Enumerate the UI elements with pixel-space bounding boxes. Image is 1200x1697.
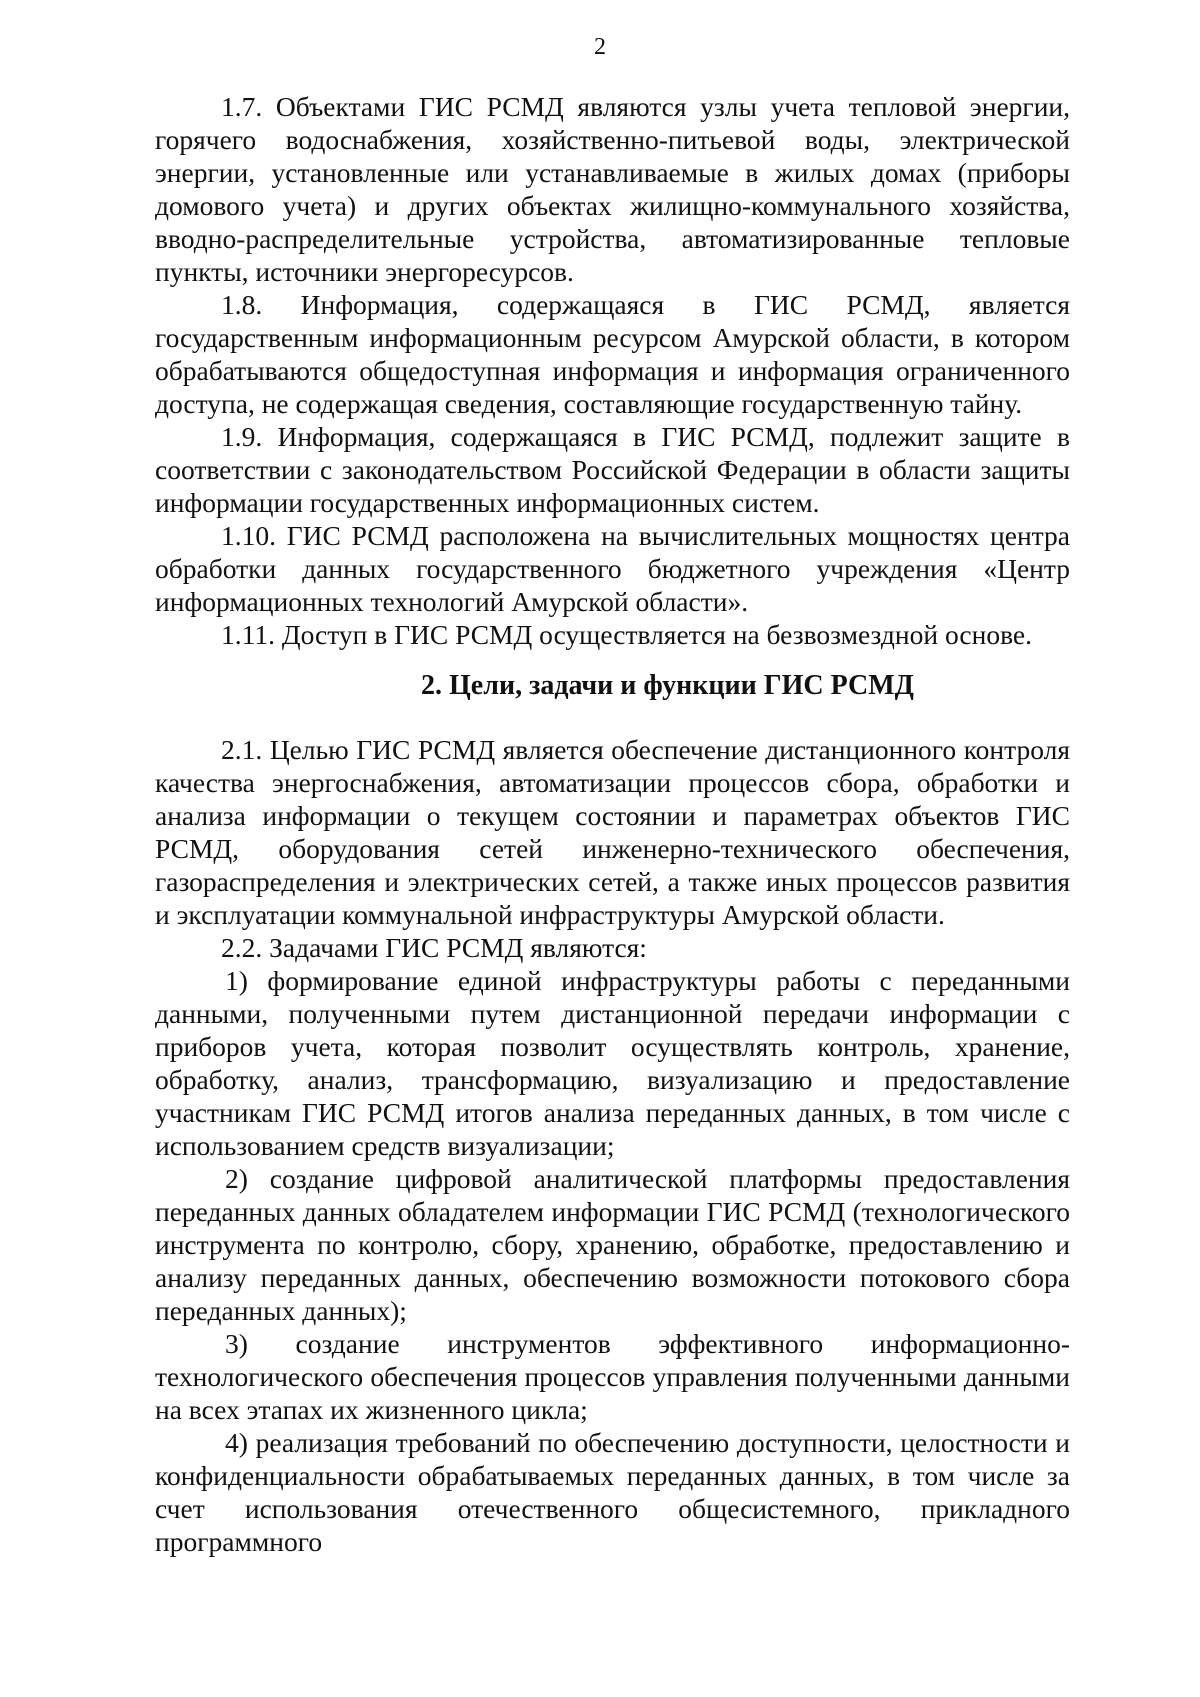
document-body — [155, 90, 1070, 1558]
list-item-4: 4) реализация требований по обеспечению доступности, целостности и конфиденциальности обрабатываемых переданных данных, в том числе за счет использования отечественного общесистемного, прикладного программного — [155, 1427, 1070, 1557]
section-heading: 2. Цели, задачи и функции ГИС РСМД — [421, 670, 914, 701]
paragraph-2-1: 2.1. Целью ГИС РСМД является обеспечение дистанционного контроля качества энергоснабжения, автоматизации процессов сбора, обработки и анализа информации о текущем состоянии и параметрах объектов ГИС РСМД, оборудования сетей инженерно-технического обеспечения, газораспределения и электрических сетей, а также иных процессов развития и эксплуатации коммунальной инфраструктуры Амурской области. — [155, 734, 1070, 930]
paragraph-1-8: 1.8. Информация, содержащаяся в ГИС РСМД, является государственным информационным ресурсом Амурской области, в котором обрабатываются общедоступная информация и информация ограниченного доступа, не содержащая сведения, составляющие государственную тайну. — [155, 289, 1070, 419]
list-item-3: 3) создание инструментов эффективного информационно-технологического обеспечения процессов управления полученными данными на всех этапах их жизненного цикла; — [155, 1328, 1070, 1425]
paragraph-1-9: 1.9. Информация, содержащаяся в ГИС РСМД, подлежит защите в соответствии с законодательством Российской Федерации в области защиты информации государственных информационных систем. — [155, 421, 1070, 518]
list-item-1: 1) формирование единой инфраструктуры работы с переданными данными, полученными путем дистанционной передачи информации с приборов учета, которая позволит осуществлять контроль, хранение, обработку, анализ, трансформацию, визуализацию и предоставление участникам ГИС РСМД итогов анализа переданных данных, в том числе с использованием средств визуализации; — [155, 965, 1070, 1161]
page-number: 2 — [594, 34, 606, 60]
list-item-2: 2) создание цифровой аналитической платформы предоставления переданных данных обладателем информации ГИС РСМД (технологического инструмента по контролю, сбору, хранению, обработке, предоставлению и анализу переданных данных, обеспечению возможности потокового сбора переданных данных); — [155, 1163, 1070, 1326]
paragraph-2-2: 2.2. Задачами ГИС РСМД являются: — [221, 932, 647, 963]
paragraph-1-7: 1.7. Объектами ГИС РСМД являются узлы учета тепловой энергии, горячего водоснабжения, хозяйственно-питьевой воды, электрической энергии, установленные или устанавливаемые в жилых домах (приборы домового учета) и других объектах жилищно-коммунального хозяйства, вводно-распределительные устройства, автоматизированные тепловые пункты, источники энергоресурсов. — [155, 91, 1070, 287]
paragraph-1-11: 1.11. Доступ в ГИС РСМД осуществляется на безвозмездной основе. — [221, 619, 1032, 650]
paragraph-1-10: 1.10. ГИС РСМД расположена на вычислительных мощностях центра обработки данных государственного бюджетного учреждения «Центр информационных технологий Амурской области». — [155, 520, 1070, 617]
